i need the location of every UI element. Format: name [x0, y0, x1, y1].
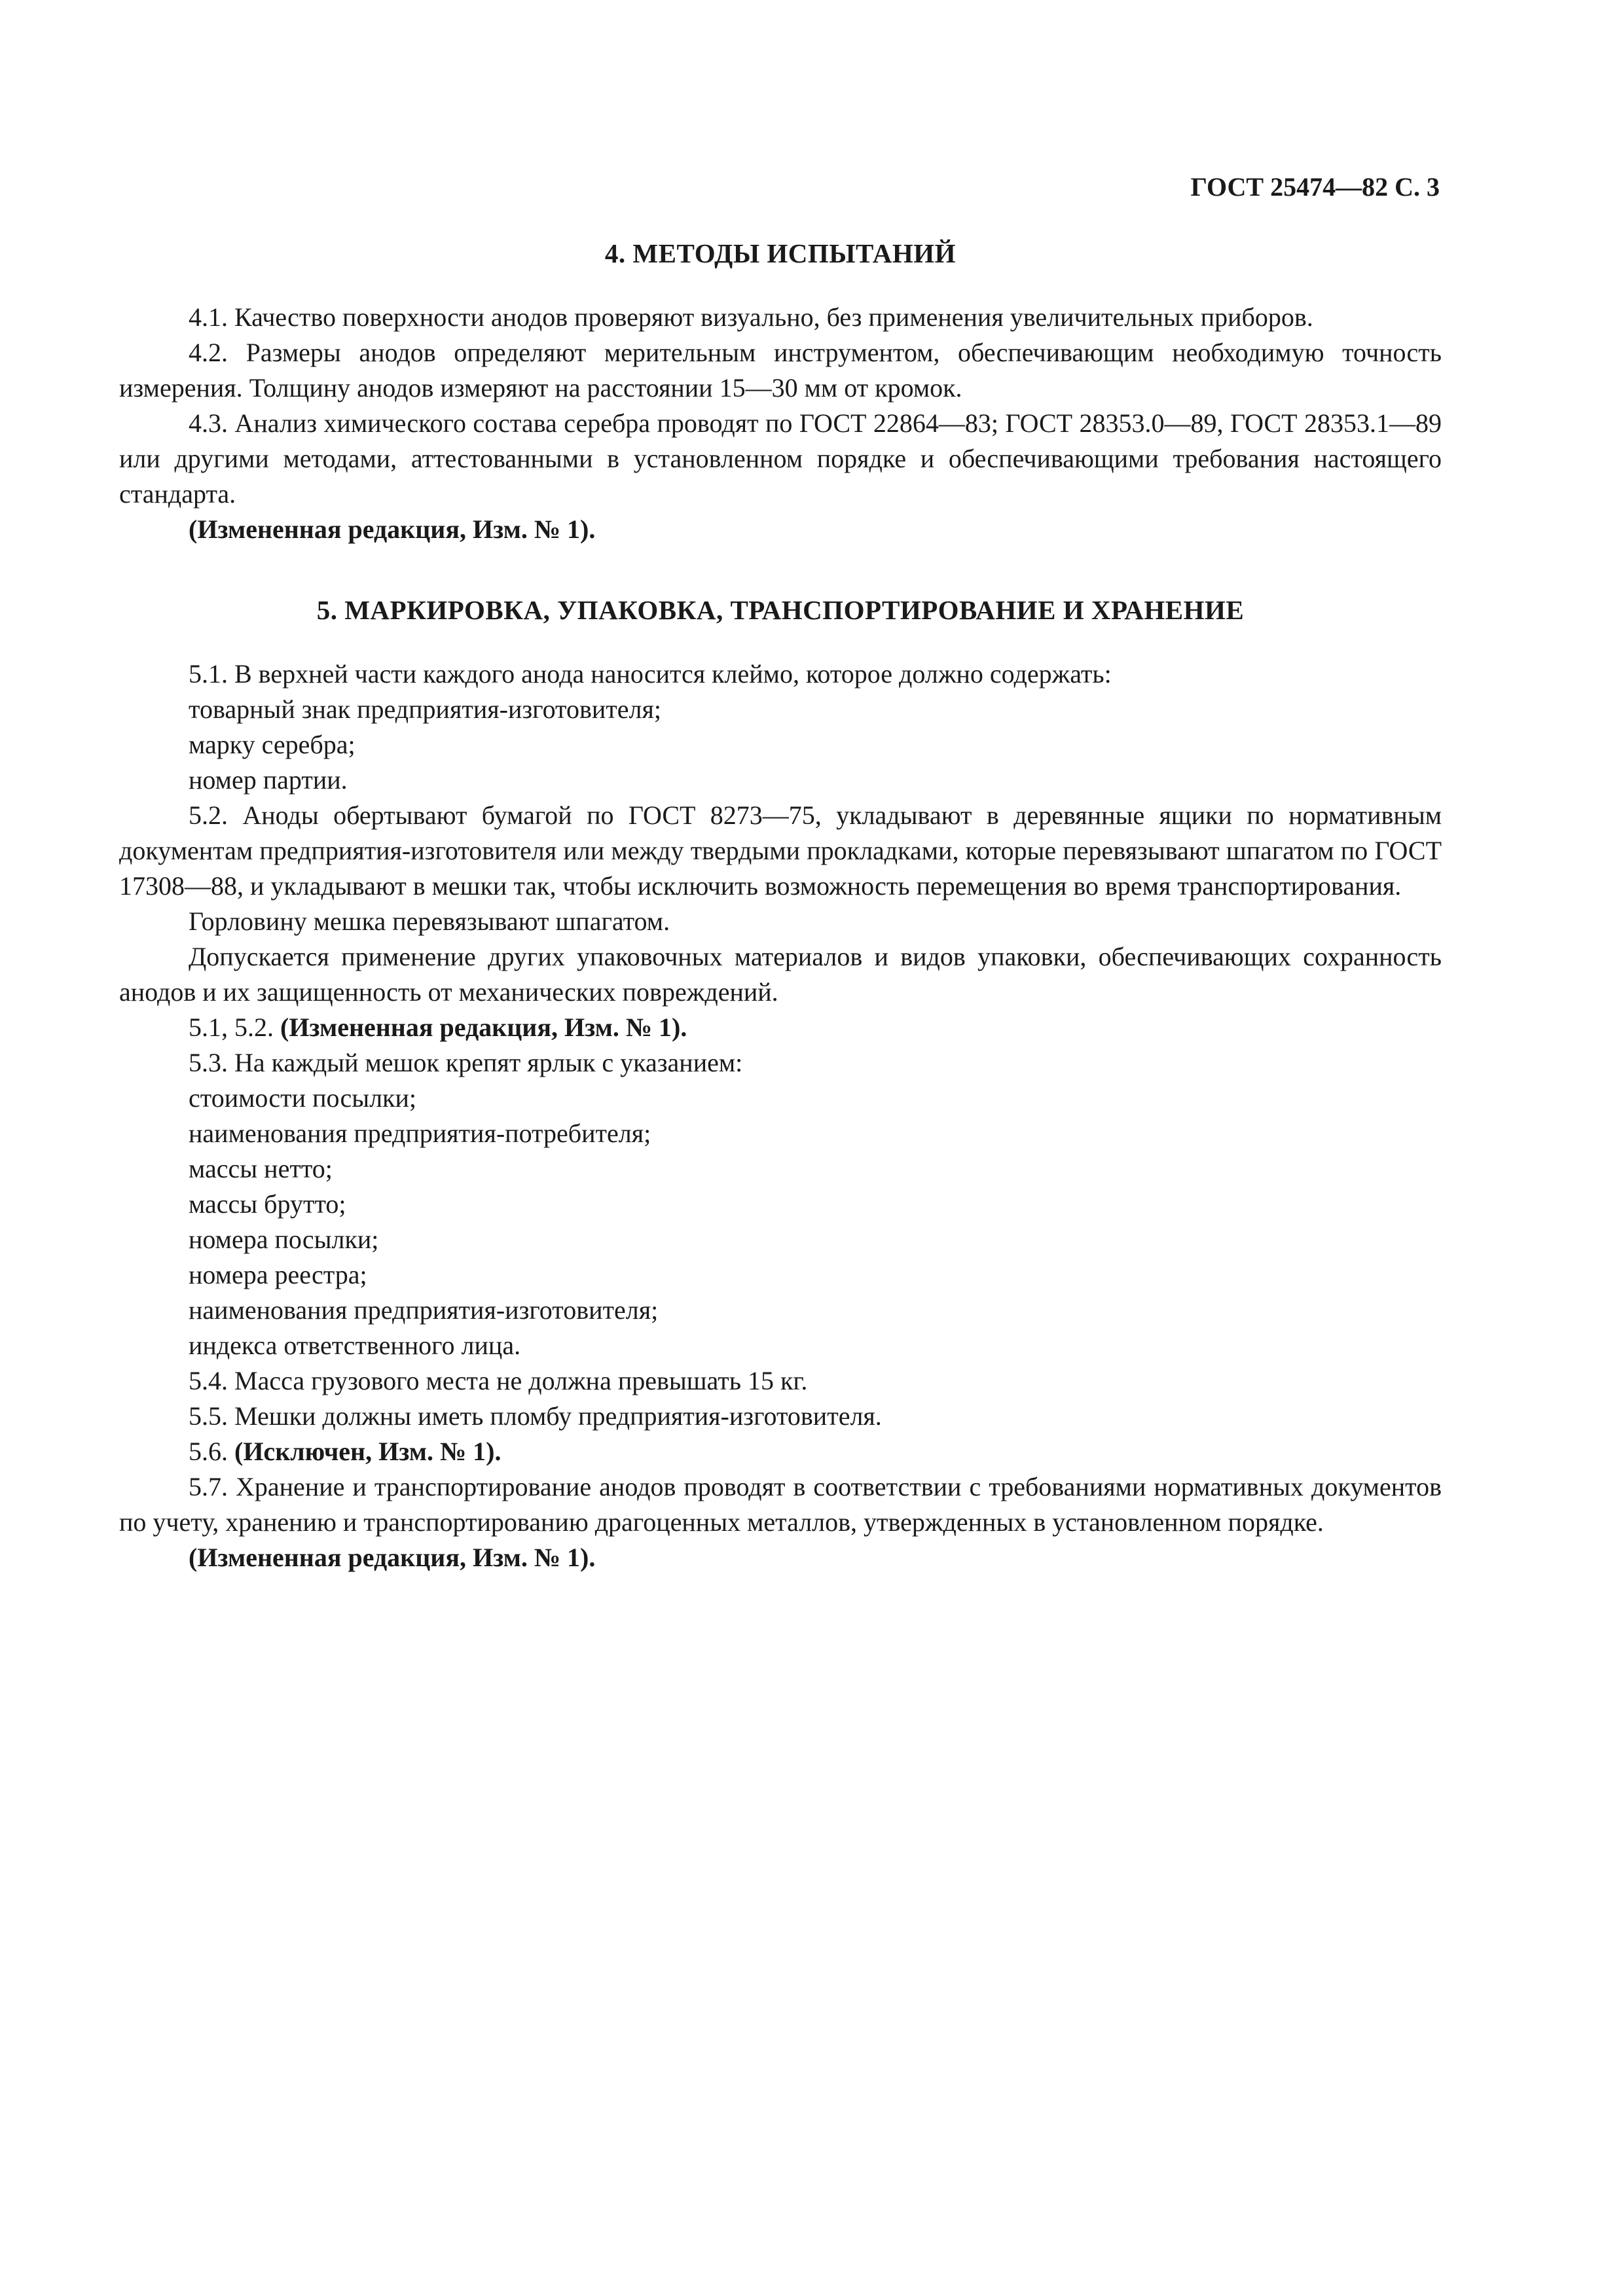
- list-item: номера реестра;: [189, 1260, 367, 1289]
- paragraph-5-6-text: (Исключен, Изм. № 1).: [234, 1437, 501, 1466]
- section-4-title: 4. МЕТОДЫ ИСПЫТАНИЙ: [604, 238, 957, 268]
- paragraph-5-5: 5.5. Мешки должны иметь пломбу предприятия-изготовителя.: [189, 1401, 882, 1431]
- list-item: марку серебра;: [189, 730, 356, 759]
- paragraph-5-1: 5.1. В верхней части каждого анода наносится клеймо, которое должно содержать:: [189, 659, 1112, 689]
- section-5-title: 5. МАРКИРОВКА, УПАКОВКА, ТРАНСПОРТИРОВАНИЕ И ХРАНЕНИЕ: [316, 595, 1245, 625]
- paragraph-5-4: 5.4. Масса грузового места не должна превышать 15 кг.: [189, 1366, 808, 1395]
- amendment-text: (Измененная редакция, Изм. № 1).: [280, 1013, 687, 1042]
- list-item: наименования предприятия-изготовителя;: [189, 1295, 659, 1325]
- list-item: массы брутто;: [189, 1189, 346, 1219]
- list-item: массы нетто;: [189, 1154, 333, 1183]
- paragraph-4-2: 4.2. Размеры анодов определяют мерительным инструментом, обеспечивающим необходимую точность измерения. Толщину анодов измеряют на расстоянии 15—30 мм от кромок.: [119, 338, 1442, 403]
- amendment-note-5-1-5-2: [119, 1010, 1442, 1045]
- list-item: стоимости посылки;: [189, 1083, 417, 1113]
- amendment-prefix: 5.1, 5.2.: [189, 1013, 274, 1042]
- list-item: индекса ответственного лица.: [189, 1331, 521, 1360]
- paragraph-5-2-b: Горловину мешка перевязывают шпагатом.: [189, 906, 670, 936]
- paragraph-5-2: 5.2. Аноды обертывают бумагой по ГОСТ 8273—75, укладывают в деревянные ящики по нормативным документам предприятия-изготовителя или между твердыми прокладками, которые перевязывают шпагатом по ГОСТ 17308—88, и укладывают в мешки так, чтобы исключить возможность перемещения во время транспортирования.: [119, 800, 1442, 901]
- amendment-note-4: (Измененная редакция, Изм. № 1).: [189, 514, 596, 544]
- paragraph-5-7: 5.7. Хранение и транспортирование анодов проводят в соответствии с требованиями нормативных документов по учету, хранению и транспортированию драгоценных металлов, утвержденных в установленном порядке.: [119, 1472, 1442, 1537]
- list-item: номера посылки;: [189, 1225, 379, 1254]
- list-item: товарный знак предприятия-изготовителя;: [189, 694, 661, 724]
- paragraph-4-3: 4.3. Анализ химического состава серебра проводят по ГОСТ 22864—83; ГОСТ 28353.0—89, ГОСТ 28353.1—89 или другими методами, аттестованными в установленном порядке и обеспечивающими требования настоящего стандарта.: [119, 408, 1442, 509]
- page-header-doc-ref: ГОСТ 25474—82 С. 3: [1190, 172, 1440, 202]
- list-item: номер партии.: [189, 765, 348, 795]
- section-4: [119, 236, 1442, 547]
- paragraph-5-6: [119, 1434, 1442, 1469]
- paragraph-5-3: 5.3. На каждый мешок крепят ярлык с указанием:: [189, 1048, 743, 1077]
- amendment-note-5: (Измененная редакция, Изм. № 1).: [189, 1543, 596, 1572]
- section-5: [119, 592, 1442, 1575]
- paragraph-5-2-c: Допускается применение других упаковочных материалов и видов упаковки, обеспечивающих сохранность анодов и их защищенность от механических повреждений.: [119, 942, 1442, 1007]
- list-item: наименования предприятия-потребителя;: [189, 1119, 651, 1148]
- paragraph-5-6-prefix: 5.6.: [189, 1437, 228, 1466]
- paragraph-4-1: 4.1. Качество поверхности анодов проверяют визуально, без применения увеличительных приборов.: [189, 302, 1313, 332]
